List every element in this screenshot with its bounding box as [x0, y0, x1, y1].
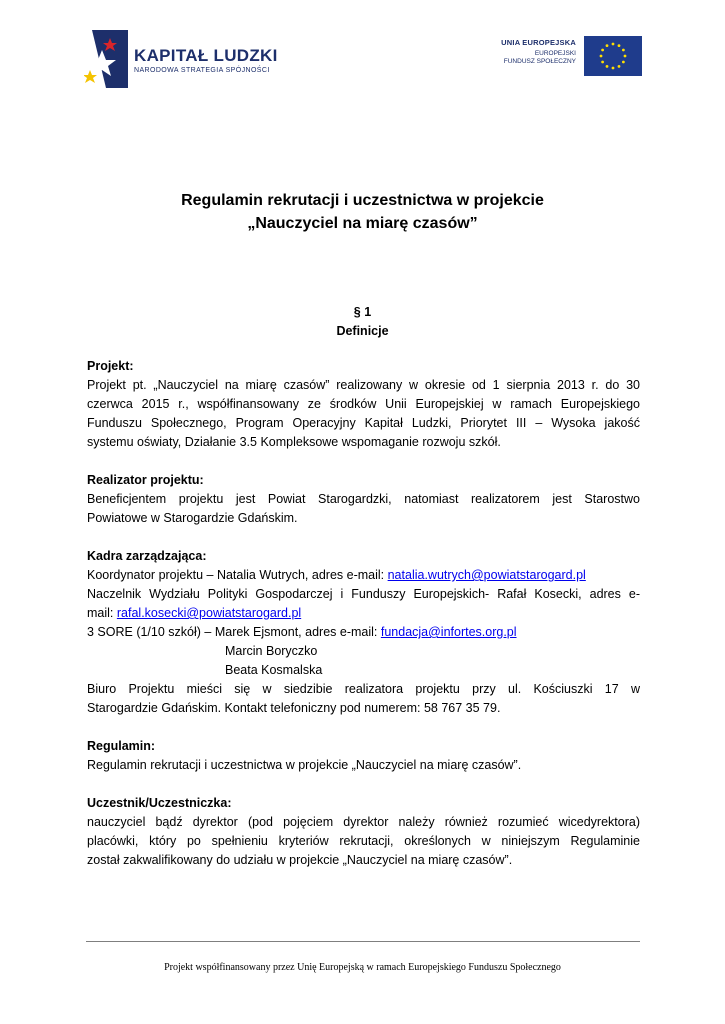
uczestnik-block — [87, 794, 640, 870]
eu-logo-text — [501, 38, 576, 65]
sore-text: 3 SORE (1/10 szkół) – Marek Ejsmont, adres e-mail: — [87, 625, 381, 639]
projekt-line: Funduszu Społecznego, Program Operacyjny Kapitał Ludzki, Priorytet III – Wysoka jakość — [87, 416, 640, 430]
uczestnik-line: placówki, który po spełnieniu kryteriów rekrutacji, określonych w niniejszym Regulaminie — [87, 834, 640, 848]
eu-star-icon — [618, 65, 621, 68]
uczestnik-line: został zakwalifikowany do udziału w projekcie „Nauczyciel na miarę czasów”. — [87, 853, 513, 867]
eu-logo-line3: FUNDUSZ SPOŁECZNY — [503, 58, 576, 65]
kadra-heading: Kadra zarządzająca: — [87, 549, 207, 563]
section-name: Definicje — [336, 324, 389, 338]
section-number: § 1 — [353, 305, 372, 319]
document-title-line1: Regulamin rekrutacji i uczestnictwa w projekcie — [181, 192, 544, 209]
document-title-line2: „Nauczyciel na miarę czasów” — [247, 215, 478, 232]
document-body — [87, 357, 640, 889]
projekt-line: Projekt pt. „Nauczyciel na miarę czasów” realizowany w okresie od 1 sierpnia 2013 r. do 30 — [87, 378, 640, 392]
office-line: Starogardzie Gdańskim. Kontakt telefoniczny pod numerem: 58 767 35 79. — [87, 701, 501, 715]
eu-star-icon — [612, 67, 615, 70]
eu-star-icon — [618, 44, 621, 47]
document-title — [0, 189, 725, 235]
realizator-line: Beneficjentem projektu jest Powiat Starogardzki, natomiast realizatorem jest Starostwo — [87, 492, 640, 506]
realizator-line: Powiatowe w Starogardzie Gdańskim. — [87, 511, 298, 525]
eu-logo-line1: UNIA EUROPEJSKA — [501, 38, 576, 47]
eu-logo-line2: EUROPEJSKI — [534, 50, 576, 57]
eu-star-icon — [606, 44, 609, 47]
coordinator-text: Koordynator projektu – Natalia Wutrych, adres e-mail: — [87, 568, 388, 582]
sore-person: Beata Kosmalska — [225, 663, 323, 677]
head-mail-prefix: mail: — [87, 606, 117, 620]
footer-text: Projekt współfinansowany przez Unię Europejską w ramach Europejskiego Funduszu Społecznego — [164, 962, 561, 973]
regulamin-heading: Regulamin: — [87, 739, 156, 753]
projekt-heading: Projekt: — [87, 359, 134, 373]
coordinator-email-link[interactable]: natalia.wutrych@powiatstarogard.pl — [387, 568, 586, 582]
eu-star-icon — [612, 43, 615, 46]
eu-star-icon — [622, 49, 625, 52]
realizator-block — [87, 471, 640, 528]
regulamin-block — [87, 737, 640, 775]
footer-divider — [86, 941, 640, 942]
head-email-link[interactable]: rafal.kosecki@powiatstarogard.pl — [116, 606, 302, 620]
projekt-block — [87, 357, 640, 452]
eu-star-icon — [601, 49, 604, 52]
eu-star-icon — [606, 65, 609, 68]
kapital-ludzki-logo — [84, 30, 284, 90]
kadra-block — [87, 547, 640, 718]
eu-star-icon — [622, 61, 625, 64]
realizator-heading: Realizator projektu: — [87, 473, 204, 487]
eu-logo — [484, 36, 642, 78]
regulamin-text: Regulamin rekrutacji i uczestnictwa w projekcie „Nauczyciel na miarę czasów”. — [87, 758, 522, 772]
sore-email-link[interactable]: fundacja@infortes.org.pl — [380, 625, 517, 639]
uczestnik-line: nauczyciel bądź dyrektor (pod pojęciem dyrektor należy również rozumieć wicedyrektora) — [87, 815, 640, 829]
sore-person: Marcin Boryczko — [225, 644, 318, 658]
eu-flag-icon — [584, 36, 642, 76]
head-line: Naczelnik Wydziału Polityki Gospodarczej i Funduszy Europejskich- Rafał Kosecki, adres e- — [87, 587, 640, 601]
eu-star-icon — [601, 61, 604, 64]
eu-star-icon — [600, 55, 603, 58]
kapital-ludzki-title: KAPITAŁ LUDZKI — [134, 46, 278, 65]
sore-line — [87, 623, 640, 642]
eu-star-icon — [624, 55, 627, 58]
projekt-line: systemu oświaty, Działanie 3.5 Kompleksowe wspomaganie rozwoju szkół. — [87, 435, 501, 449]
projekt-line: czerwca 2015 r., współfinansowany ze środków Unii Europejskiej w ramach Europejskiego — [87, 397, 640, 411]
uczestnik-heading: Uczestnik/Uczestniczka: — [87, 796, 232, 810]
head-mail-line — [87, 604, 640, 623]
coordinator-line — [87, 566, 640, 585]
kapital-ludzki-emblem-icon — [84, 30, 128, 88]
office-line: Biuro Projektu mieści się w siedzibie realizatora projektu przy ul. Kościuszki 17 w — [87, 682, 640, 696]
kapital-ludzki-subtitle: NARODOWA STRATEGIA SPÓJNOŚCI — [134, 67, 270, 74]
section-header — [0, 303, 725, 341]
